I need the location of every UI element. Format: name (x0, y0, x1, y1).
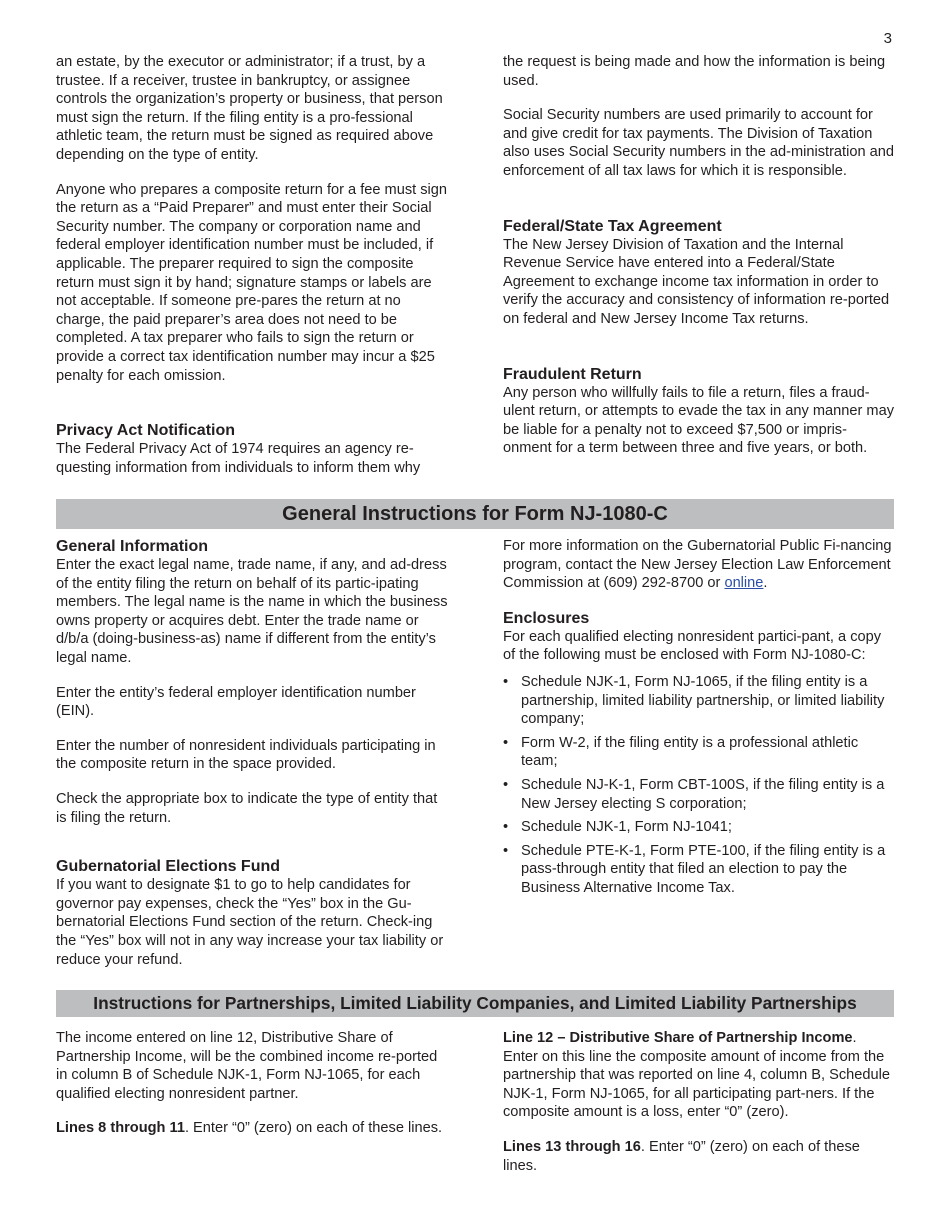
line-12-text: . Enter on this line the composite amount of income from the partnership that was reported on line 4, column B, Schedule NJK-1, Form NJ-1065, for all participating part-ners. If the composite amount is a loss, enter “0” (zero). (503, 1030, 890, 1121)
privacy-continued: the request is being made and how the information is being used. (503, 54, 886, 89)
lines-8-11-text: . Enter “0” (zero) on each of these lines. (184, 1120, 443, 1137)
mid-right-column (503, 537, 895, 903)
top-right-column (503, 53, 895, 458)
enclosures-intro: For each qualified electing nonresident partici-pant, a copy of the following must be enclosed with Form NJ-1080-C: (503, 628, 882, 664)
lines-8-11-label: Lines 8 through 11 (56, 1120, 185, 1137)
more-info-paragraph (503, 537, 895, 593)
lines-13-16-paragraph (503, 1138, 895, 1175)
list-item: • Schedule NJ-K-1, Form CBT-100S, if the filing entity is a New Jersey electing S corporation; (521, 776, 895, 813)
enclosures-list (503, 673, 895, 898)
online-link[interactable]: online (724, 575, 764, 592)
general-instructions-banner: General Instructions for Form NJ-1080-C (56, 499, 894, 529)
income-paragraph: The income entered on line 12, Distributive Share of Partnership Income, will be the combined income re-ported in column B of Schedule NJK-1, Form NJ-1065, for each qualified electing nonresident partner. (56, 1030, 438, 1102)
list-item: • Schedule NJK-1, Form NJ-1041; (521, 818, 895, 837)
signature-paragraph: an estate, by the executor or administrator; if a trust, by a trustee. If a receiver, trustee in bankruptcy, or assignee controls the organization’s property or business, that person must sign the return. If the filing entity is a pro-fessional athletic team, the return must be signed as required above depending on the type of entity. (56, 54, 443, 163)
paid-preparer-paragraph: Anyone who prepares a composite return for a fee must sign the return as a “Paid Preparer” and must enter their Social Security number. The company or corporation name and federal employer identification number must be included, if applicable. The preparer required to sign the composite return must sign it by hand; signature stamps or labels are not acceptable. If someone pre-pares the return at no charge, the paid preparer’s area does not need to be completed. A tax preparer who fails to sign the return or provide a correct tax identification number may incur a $25 penalty for each omission. (56, 181, 447, 384)
bottom-right-column (503, 1029, 895, 1191)
federal-state-heading: Federal/State Tax Agreement (503, 217, 722, 235)
privacy-text: The Federal Privacy Act of 1974 requires an agency re-questing information from individuals to inform them why (56, 441, 421, 476)
general-info-p2: Enter the entity’s federal employer identification number (EIN). (56, 684, 416, 720)
gubernatorial-heading: Gubernatorial Elections Fund (56, 858, 281, 876)
mid-left-column (56, 537, 448, 969)
general-info-p4: Check the appropriate box to indicate the type of entity that is filing the return. (56, 790, 438, 826)
lines-13-16-label: Lines 13 through 16 (503, 1138, 641, 1155)
line-12-label: Line 12 – Distributive Share of Partnership Income (503, 1030, 853, 1046)
page-number: 3 (883, 30, 892, 47)
lines-8-11-paragraph (56, 1119, 448, 1138)
general-info-p3: Enter the number of nonresident individuals participating in the composite return in the space provided. (56, 737, 436, 773)
fraudulent-text: Any person who willfully fails to file a return, files a fraud-ulent return, or attempts to evade the tax in any manner may be liable for a penalty not to exceed $7,500 or impris-onment for a term between three and five years, or both. (503, 384, 894, 457)
privacy-heading: Privacy Act Notification (56, 422, 236, 440)
list-item: • Schedule NJK-1, Form NJ-1065, if the filing entity is a partnership, limited liability partnership, or limited liability company; (521, 673, 895, 729)
fraudulent-heading: Fraudulent Return (503, 365, 642, 383)
line-12-paragraph (503, 1029, 895, 1122)
more-info-text: For more information on the Gubernatorial Public Fi-nancing program, contact the New Jersey Election Law Enforcement Commission at (609) 292-8700 or (503, 538, 892, 592)
enclosures-heading: Enclosures (503, 609, 590, 627)
list-item: • Form W-2, if the filing entity is a professional athletic team; (521, 734, 895, 771)
general-info-p1: Enter the exact legal name, trade name, if any, and ad-dress of the entity filing the return on behalf of its partic-ipating members. The legal name is the name in which the business owns property or acquires debt. Enter the trade name or d/b/a (doing-business-as) name if different from the entity’s legal name. (56, 557, 448, 666)
bottom-left-column (56, 1029, 448, 1154)
top-left-column (56, 53, 448, 477)
list-item: • Schedule PTE-K-1, Form PTE-100, if the filing entity is a pass-through entity that filed an election to pay the Business Alternative Income Tax. (521, 842, 895, 898)
gubernatorial-text: If you want to designate $1 to go to help candidates for governor pay expenses, check the “Yes” box in the Gu-bernatorial Elections Fund section of the return. Check-ing the “Yes” box will not in any way increase your tax liability or reduce your refund. (56, 877, 444, 968)
ssn-paragraph: Social Security numbers are used primarily to account for and give credit for tax payments. The Division of Taxation also uses Social Security numbers in the ad-ministration and enforcement of all tax laws for which it is responsible. (503, 107, 894, 179)
federal-state-text: The New Jersey Division of Taxation and the Internal Revenue Service have entered into a Federal/State Agreement to exchange income tax information in order to verify the accuracy and consistency of information re-ported on federal and New Jersey Income Tax returns. (503, 236, 890, 327)
general-info-heading: General Information (56, 538, 209, 555)
more-info-end: . (763, 575, 768, 592)
lines-13-16-text: . Enter “0” (zero) on each of these lines. (503, 1138, 860, 1174)
partnership-instructions-banner: Instructions for Partnerships, Limited Liability Companies, and Limited Liability Partnerships (56, 990, 894, 1017)
